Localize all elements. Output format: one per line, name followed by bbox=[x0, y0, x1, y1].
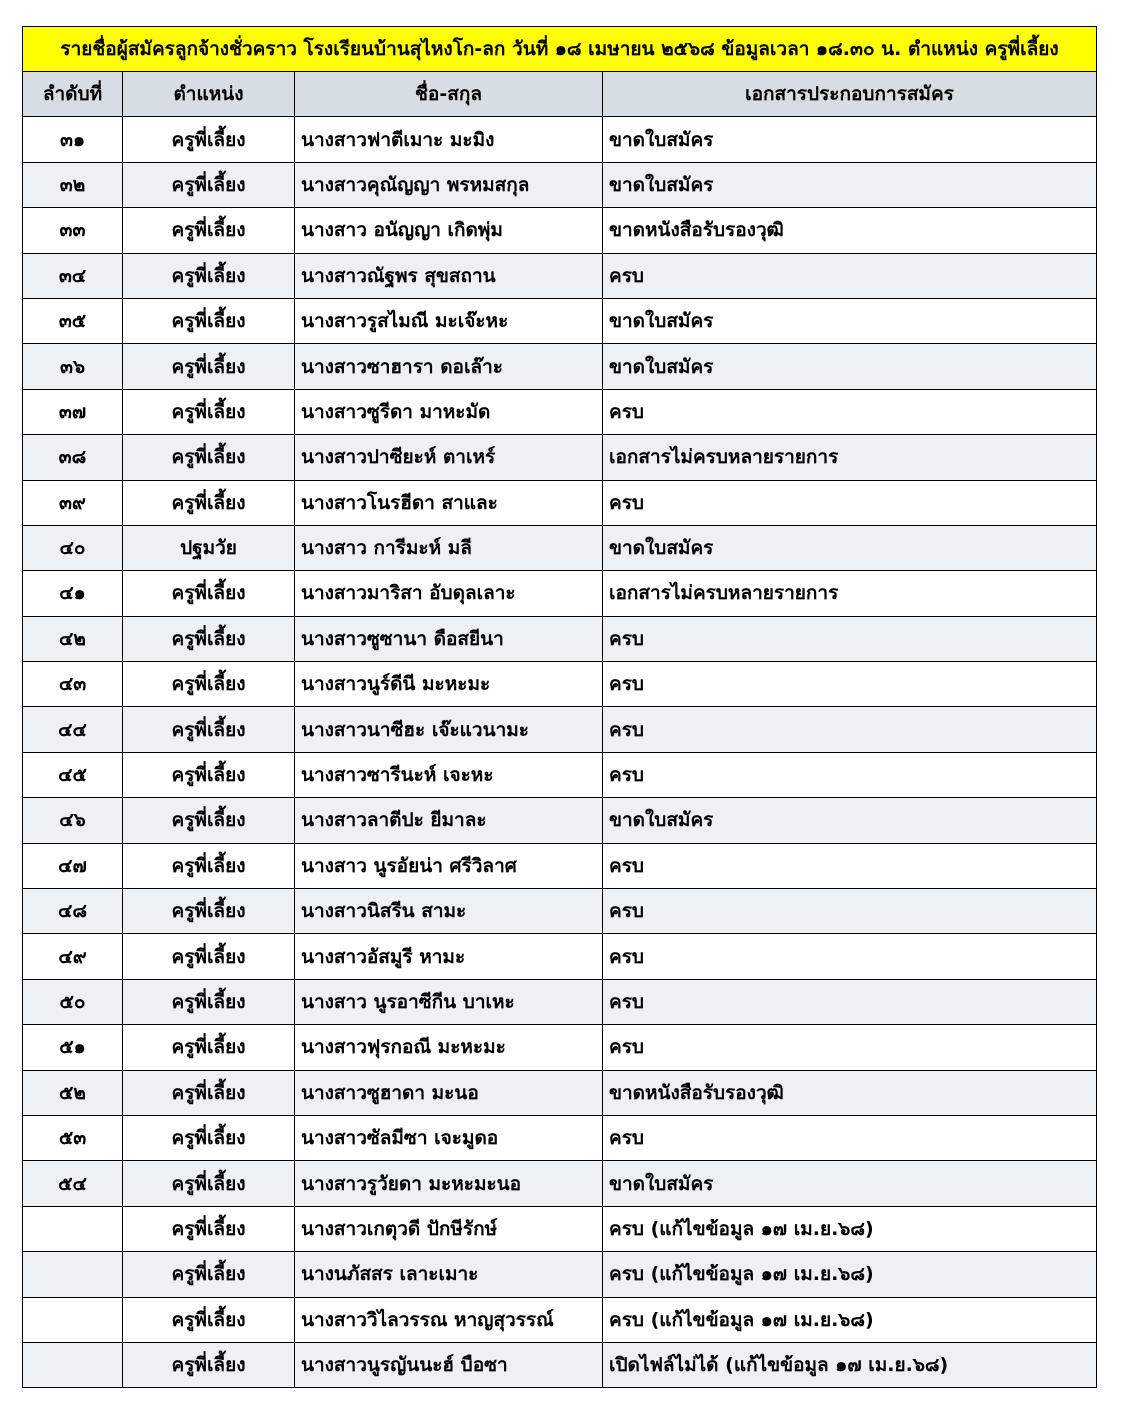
table-row bbox=[23, 571, 1097, 616]
row-name: นางสาวรูสไมณี มะเจ๊ะหะ bbox=[295, 298, 603, 343]
row-number: ๔๔ bbox=[23, 707, 123, 752]
table-row bbox=[23, 344, 1097, 389]
row-name: นางสาวปาซียะห์ ตาเหร์ bbox=[295, 435, 603, 480]
row-documents: ครบ bbox=[603, 889, 1097, 934]
row-documents: ครบ bbox=[603, 389, 1097, 434]
table-row bbox=[23, 162, 1097, 207]
row-position: ครูพี่เลี้ยง bbox=[123, 934, 295, 979]
header-documents: เอกสารประกอบการสมัคร bbox=[603, 72, 1097, 117]
row-number: ๓๓ bbox=[23, 208, 123, 253]
row-number: ๕๓ bbox=[23, 1115, 123, 1160]
row-position: ครูพี่เลี้ยง bbox=[123, 117, 295, 162]
table-row bbox=[23, 1025, 1097, 1070]
row-number: ๔๒ bbox=[23, 616, 123, 661]
table-row bbox=[23, 435, 1097, 480]
row-name: นางสาว การีมะห์ มลี bbox=[295, 525, 603, 570]
row-documents: ครบ bbox=[603, 843, 1097, 888]
row-position: ครูพี่เลี้ยง bbox=[123, 752, 295, 797]
row-number: ๓๕ bbox=[23, 298, 123, 343]
row-name: นางนภัสสร เลาะเมาะ bbox=[295, 1252, 603, 1297]
row-documents: เอกสารไม่ครบหลายรายการ bbox=[603, 571, 1097, 616]
row-number: ๓๔ bbox=[23, 253, 123, 298]
row-documents: ขาดใบสมัคร bbox=[603, 162, 1097, 207]
table-row bbox=[23, 298, 1097, 343]
row-documents: ขาดใบสมัคร bbox=[603, 344, 1097, 389]
row-position: ปฐมวัย bbox=[123, 525, 295, 570]
row-documents: ครบ bbox=[603, 979, 1097, 1024]
row-position: ครูพี่เลี้ยง bbox=[123, 798, 295, 843]
row-position: ครูพี่เลี้ยง bbox=[123, 1297, 295, 1342]
header-name: ชื่อ-สกุล bbox=[295, 72, 603, 117]
row-documents: ครบ (แก้ไขข้อมูล ๑๗ เม.ย.๖๘) bbox=[603, 1297, 1097, 1342]
table-row bbox=[23, 934, 1097, 979]
row-position: ครูพี่เลี้ยง bbox=[123, 979, 295, 1024]
row-position: ครูพี่เลี้ยง bbox=[123, 1161, 295, 1206]
row-name: นางสาวมาริสา อับดุลเลาะ bbox=[295, 571, 603, 616]
row-position: ครูพี่เลี้ยง bbox=[123, 1115, 295, 1160]
row-name: นางสาว นูรอัยน่า ศรีวิลาศ bbox=[295, 843, 603, 888]
row-number: ๓๗ bbox=[23, 389, 123, 434]
table-row bbox=[23, 1161, 1097, 1206]
row-number: ๔๖ bbox=[23, 798, 123, 843]
row-name: นางสาวณัฐพร สุขสถาน bbox=[295, 253, 603, 298]
table-row bbox=[23, 979, 1097, 1024]
row-position: ครูพี่เลี้ยง bbox=[123, 707, 295, 752]
row-position: ครูพี่เลี้ยง bbox=[123, 344, 295, 389]
header-position: ตำแหน่ง bbox=[123, 72, 295, 117]
row-name: นางสาวนูรญันนะฮ์ บือซา bbox=[295, 1342, 603, 1387]
row-documents: ครบ bbox=[603, 480, 1097, 525]
row-position: ครูพี่เลี้ยง bbox=[123, 298, 295, 343]
row-documents: ครบ bbox=[603, 752, 1097, 797]
row-documents: ครบ bbox=[603, 934, 1097, 979]
row-documents: ครบ bbox=[603, 253, 1097, 298]
row-documents: ขาดหนังสือรับรองวุฒิ bbox=[603, 208, 1097, 253]
row-number: ๔๘ bbox=[23, 889, 123, 934]
row-documents: ครบ (แก้ไขข้อมูล ๑๗ เม.ย.๖๘) bbox=[603, 1206, 1097, 1251]
table-row bbox=[23, 1115, 1097, 1160]
row-number bbox=[23, 1206, 123, 1251]
row-number bbox=[23, 1342, 123, 1387]
row-position: ครูพี่เลี้ยง bbox=[123, 1342, 295, 1387]
table-row bbox=[23, 662, 1097, 707]
table-row bbox=[23, 208, 1097, 253]
row-position: ครูพี่เลี้ยง bbox=[123, 616, 295, 661]
row-name: นางสาวซูรีดา มาหะมัด bbox=[295, 389, 603, 434]
row-name: นางสาวซูซานา ดือสยีนา bbox=[295, 616, 603, 661]
row-number: ๓๘ bbox=[23, 435, 123, 480]
row-number: ๓๖ bbox=[23, 344, 123, 389]
row-number: ๓๒ bbox=[23, 162, 123, 207]
row-position: ครูพี่เลี้ยง bbox=[123, 162, 295, 207]
row-documents: ขาดใบสมัคร bbox=[603, 525, 1097, 570]
row-name: นางสาวนิสรีน สามะ bbox=[295, 889, 603, 934]
table-row bbox=[23, 525, 1097, 570]
table-row bbox=[23, 616, 1097, 661]
table-row bbox=[23, 1206, 1097, 1251]
row-documents: เอกสารไม่ครบหลายรายการ bbox=[603, 435, 1097, 480]
row-name: นางสาวเกตุวดี ปักษีรักษ์ bbox=[295, 1206, 603, 1251]
row-number: ๓๙ bbox=[23, 480, 123, 525]
row-name: นางสาวฟาตีเมาะ มะมิง bbox=[295, 117, 603, 162]
row-position: ครูพี่เลี้ยง bbox=[123, 1025, 295, 1070]
row-number: ๕๑ bbox=[23, 1025, 123, 1070]
row-documents: ขาดใบสมัคร bbox=[603, 117, 1097, 162]
row-documents: ครบ bbox=[603, 662, 1097, 707]
row-documents: ครบ bbox=[603, 616, 1097, 661]
row-position: ครูพี่เลี้ยง bbox=[123, 435, 295, 480]
table-row bbox=[23, 1342, 1097, 1387]
row-name: นางสาวซัลมีซา เจะมูดอ bbox=[295, 1115, 603, 1160]
row-name: นางสาวซาฮารา ดอเล๊าะ bbox=[295, 344, 603, 389]
row-name: นางสาวโนรฮีดา สาและ bbox=[295, 480, 603, 525]
row-number: ๕๐ bbox=[23, 979, 123, 1024]
row-position: ครูพี่เลี้ยง bbox=[123, 1252, 295, 1297]
table-row bbox=[23, 798, 1097, 843]
row-number: ๔๓ bbox=[23, 662, 123, 707]
row-documents: ครบ (แก้ไขข้อมูล ๑๗ เม.ย.๖๘) bbox=[603, 1252, 1097, 1297]
row-name: นางสาวคุณัญญา พรหมสกุล bbox=[295, 162, 603, 207]
table-row bbox=[23, 843, 1097, 888]
applicant-table bbox=[22, 26, 1097, 1388]
row-name: นางสาวรูวัยดา มะหะมะนอ bbox=[295, 1161, 603, 1206]
row-documents: ขาดใบสมัคร bbox=[603, 298, 1097, 343]
row-name: นางสาววิไลวรรณ หาญสุวรรณ์ bbox=[295, 1297, 603, 1342]
row-name: นางสาวนาซีฮะ เจ๊ะแวนามะ bbox=[295, 707, 603, 752]
row-position: ครูพี่เลี้ยง bbox=[123, 1070, 295, 1115]
row-number: ๓๑ bbox=[23, 117, 123, 162]
row-number bbox=[23, 1252, 123, 1297]
row-documents: ขาดหนังสือรับรองวุฒิ bbox=[603, 1070, 1097, 1115]
row-name: นางสาว อนัญญา เกิดพุ่ม bbox=[295, 208, 603, 253]
table-row bbox=[23, 1297, 1097, 1342]
row-position: ครูพี่เลี้ยง bbox=[123, 1206, 295, 1251]
row-documents: ครบ bbox=[603, 1025, 1097, 1070]
table-row bbox=[23, 1252, 1097, 1297]
row-position: ครูพี่เลี้ยง bbox=[123, 571, 295, 616]
row-position: ครูพี่เลี้ยง bbox=[123, 843, 295, 888]
row-documents: ครบ bbox=[603, 707, 1097, 752]
row-documents: เปิดไฟล์ไม่ได้ (แก้ไขข้อมูล ๑๗ เม.ย.๖๘) bbox=[603, 1342, 1097, 1387]
row-position: ครูพี่เลี้ยง bbox=[123, 480, 295, 525]
table-row bbox=[23, 480, 1097, 525]
row-position: ครูพี่เลี้ยง bbox=[123, 889, 295, 934]
row-number: ๔๙ bbox=[23, 934, 123, 979]
row-documents: ขาดใบสมัคร bbox=[603, 798, 1097, 843]
table-row bbox=[23, 117, 1097, 162]
header-no: ลำดับที่ bbox=[23, 72, 123, 117]
row-name: นางสาวซูฮาดา มะนอ bbox=[295, 1070, 603, 1115]
row-position: ครูพี่เลี้ยง bbox=[123, 253, 295, 298]
table-row bbox=[23, 389, 1097, 434]
row-number: ๕๔ bbox=[23, 1161, 123, 1206]
row-name: นางสาวซารีนะห์ เจะหะ bbox=[295, 752, 603, 797]
table-title: รายชื่อผู้สมัครลูกจ้างชั่วคราว โรงเรียนบ้านสุไหงโก-ลก วันที่ ๑๘ เมษายน ๒๕๖๘ ข้อมูลเวลา ๑๘.๓๐ น. ตำแหน่ง ครูพี่เลี้ยง bbox=[23, 27, 1097, 72]
table-row bbox=[23, 889, 1097, 934]
row-number: ๔๑ bbox=[23, 571, 123, 616]
row-position: ครูพี่เลี้ยง bbox=[123, 208, 295, 253]
row-name: นางสาว นูรอาซีกีน บาเหะ bbox=[295, 979, 603, 1024]
row-documents: ขาดใบสมัคร bbox=[603, 1161, 1097, 1206]
row-documents: ครบ bbox=[603, 1115, 1097, 1160]
row-position: ครูพี่เลี้ยง bbox=[123, 389, 295, 434]
table-row bbox=[23, 752, 1097, 797]
row-number: ๔๕ bbox=[23, 752, 123, 797]
row-number: ๕๒ bbox=[23, 1070, 123, 1115]
row-name: นางสาวอัสมูรี หามะ bbox=[295, 934, 603, 979]
row-position: ครูพี่เลี้ยง bbox=[123, 662, 295, 707]
table-row bbox=[23, 707, 1097, 752]
row-number: ๔๗ bbox=[23, 843, 123, 888]
row-name: นางสาวนูร์ดีนี มะหะมะ bbox=[295, 662, 603, 707]
row-number bbox=[23, 1297, 123, 1342]
table-row bbox=[23, 253, 1097, 298]
row-name: นางสาวลาตีปะ ยีมาละ bbox=[295, 798, 603, 843]
table-row bbox=[23, 1070, 1097, 1115]
row-name: นางสาวฟุรกอณี มะหะมะ bbox=[295, 1025, 603, 1070]
row-number: ๔๐ bbox=[23, 525, 123, 570]
